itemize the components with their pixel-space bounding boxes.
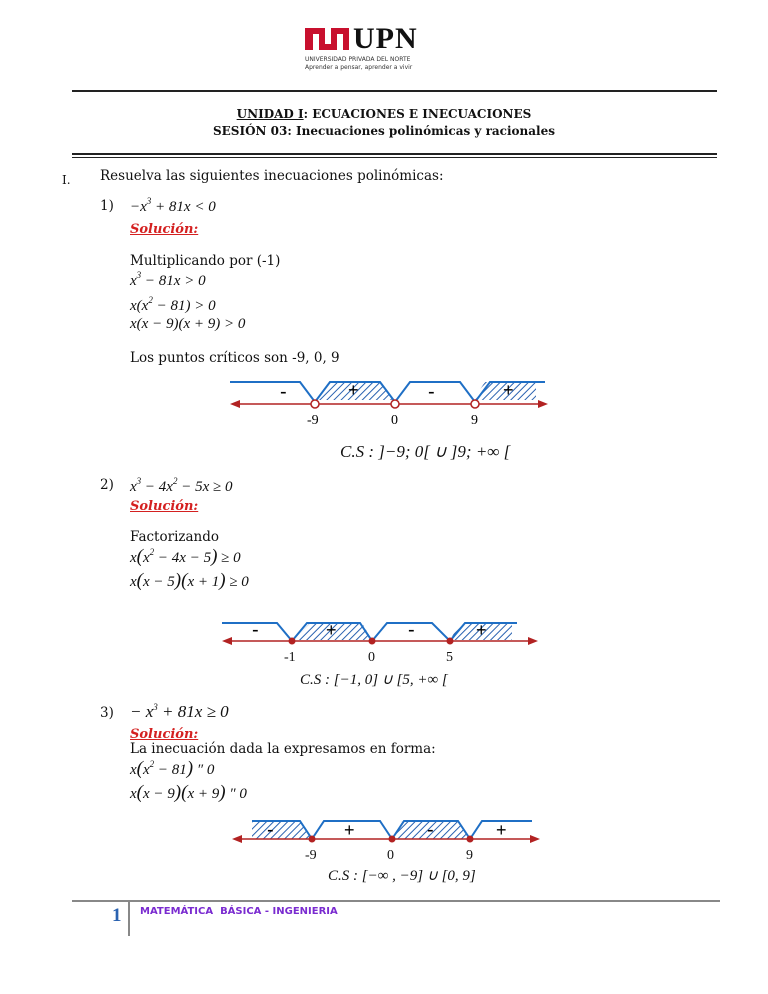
problem-1-cs: C.S : ]−9; 0[ ∪ ]9; +∞ [ — [340, 442, 511, 461]
problem-1-step-1: $x^3 - 81x > 0$ — [130, 270, 206, 289]
closed-point — [369, 638, 376, 645]
sign-label: + — [503, 380, 514, 400]
unit-rest: : ECUACIONES E INECUACIONES — [303, 107, 532, 121]
sign-label: - — [280, 381, 287, 403]
problem-3-solution-label: Solución: — [130, 727, 199, 742]
session-title: SESIÓN 03: Inecuaciones polinómicas y racionales — [212, 124, 556, 138]
problem-3-cs: C.S : [−∞ , −9] ∪ [0, 9] — [328, 868, 476, 884]
sign-label: - — [267, 819, 274, 841]
sign-label: + — [344, 820, 355, 840]
sign-label: + — [348, 380, 359, 400]
problem-3-step-intro: La inecuación dada la expresamos en forma: — [130, 741, 436, 757]
axis-arrow-right — [530, 835, 540, 843]
title-rule-1 — [72, 153, 717, 155]
problem-3-step-2: x(x − 9)(x + 9) ″ 0 — [130, 782, 247, 803]
problem-3-step-1: $x(x^2 - 81)$ ″ 0 — [130, 758, 215, 779]
tick-label: 5 — [446, 650, 453, 665]
slogan: Aprender a pensar, aprender a vivir — [305, 64, 413, 71]
sign-label: + — [496, 820, 507, 840]
title-rule-2 — [72, 157, 717, 158]
problem-1-step-3: x(x − 9)(x + 9) > 0 — [130, 316, 246, 332]
upn-logo — [305, 22, 435, 72]
problem-1-critical: Los puntos críticos son -9, 0, 9 — [130, 350, 340, 366]
problem-2-step-2: x(x − 5)(x + 1) ≥ 0 — [130, 570, 249, 591]
problem-3-statement: − $x^3 + 81x \ge 0$ — [130, 702, 229, 721]
sign-label: - — [408, 619, 415, 641]
sign-chart-2 — [222, 618, 542, 666]
problem-3-number: 3) — [100, 705, 114, 721]
problem-2-step-intro: Factorizando — [130, 529, 220, 545]
unit-label: UNIDAD I — [236, 107, 304, 121]
problem-2-solution-label: Solución: — [130, 499, 199, 514]
sign-label: + — [476, 620, 487, 640]
logo-text: UPN — [353, 22, 418, 55]
sign-chart-3 — [222, 816, 547, 866]
top-rule — [72, 90, 717, 92]
problem-2-number: 2) — [100, 477, 114, 493]
problem-1-step-2: $x(x^2 - 81) > 0$ — [130, 295, 216, 314]
problem-1-step-intro: Multiplicando por (-1) — [130, 253, 281, 269]
tick-label: 0 — [391, 413, 398, 428]
tick-label: 9 — [466, 848, 473, 863]
section-roman: I. — [62, 173, 71, 187]
tick-label: 0 — [387, 848, 394, 863]
closed-point — [467, 836, 474, 843]
section-instruction: Resuelva las siguientes inecuaciones polinómicas: — [100, 168, 444, 184]
sign-label: + — [326, 620, 337, 640]
page-title — [0, 107, 768, 121]
sign-label: - — [252, 619, 259, 641]
sign-label: - — [427, 819, 434, 841]
university-name: UNIVERSIDAD PRIVADA DEL NORTE — [305, 56, 411, 63]
tick-label: 0 — [368, 650, 375, 665]
footer-rule — [72, 900, 720, 902]
open-point — [311, 400, 319, 408]
logo-mark-icon — [305, 28, 349, 50]
axis-arrow-left — [230, 400, 240, 408]
footer-course: MATEMÁTICA BÁSICA - INGENIERIA — [140, 906, 338, 917]
axis-arrow-right — [528, 637, 538, 645]
closed-point — [309, 836, 316, 843]
axis-arrow-left — [232, 835, 242, 843]
sign-chart-1 — [230, 376, 550, 432]
axis-arrow-right — [538, 400, 548, 408]
closed-point — [447, 638, 454, 645]
problem-1-solution-label: Solución: — [130, 222, 199, 237]
footer-divider — [128, 900, 130, 936]
open-point — [471, 400, 479, 408]
problem-1-number: 1) — [100, 198, 114, 214]
problem-2-cs: C.S : [−1, 0] ∪ [5, +∞ [ — [300, 672, 448, 688]
sign-label: - — [428, 381, 435, 403]
tick-label: -1 — [284, 650, 296, 665]
problem-1-statement: $-x^3 + 81x < 0$ — [130, 196, 216, 215]
closed-point — [289, 638, 296, 645]
tick-label: -9 — [307, 413, 319, 428]
closed-point — [389, 836, 396, 843]
tick-label: -9 — [305, 848, 317, 863]
open-point — [391, 400, 399, 408]
problem-2-statement: $x^3 - 4x^2 - 5x \ge 0$ — [130, 476, 233, 495]
tick-label: 9 — [471, 413, 478, 428]
problem-2-step-1: $x(x^2 - 4x - 5) \ge 0$ — [130, 546, 241, 567]
page-number: 1 — [112, 905, 122, 926]
axis-arrow-left — [222, 637, 232, 645]
